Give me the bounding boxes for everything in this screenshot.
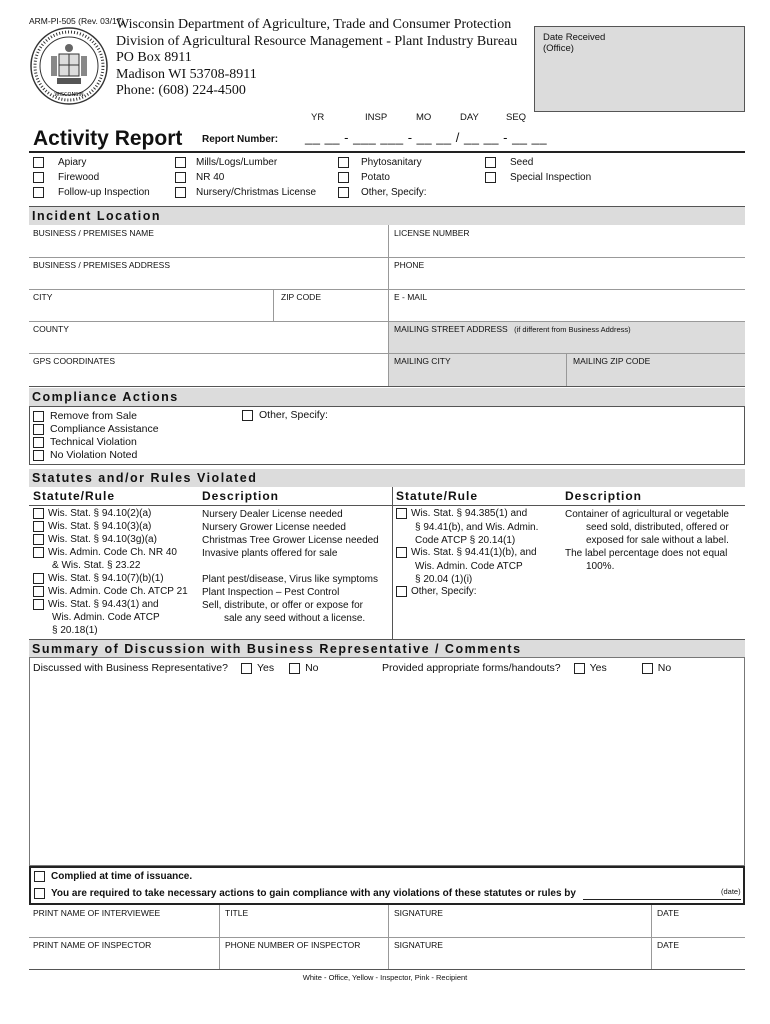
mailing-street-note: (if different from Business Address) bbox=[514, 325, 631, 334]
field-inspector-date[interactable]: DATE bbox=[657, 940, 680, 950]
rule-label: Wis. Stat. § 94.10(3)(a) bbox=[48, 521, 152, 532]
field-zip[interactable]: ZIP CODE bbox=[281, 292, 321, 302]
report-title: Activity Report bbox=[33, 127, 183, 150]
checkbox[interactable] bbox=[33, 534, 44, 545]
field-interviewee-date[interactable]: DATE bbox=[657, 908, 680, 918]
activity-nr40[interactable] bbox=[175, 172, 224, 183]
checkbox-label: Phytosanitary bbox=[361, 157, 422, 168]
activity-other[interactable] bbox=[338, 187, 427, 198]
checkbox[interactable] bbox=[33, 424, 44, 435]
report-number-field[interactable]: __ __ - ___ ___ - __ __ / __ __ - __ __ bbox=[305, 130, 548, 145]
rule-label: Wis. Stat. § 94.41(1)(b), and bbox=[411, 547, 537, 558]
compliance-required[interactable] bbox=[34, 888, 576, 899]
comments-area[interactable] bbox=[29, 657, 745, 866]
checkbox[interactable] bbox=[33, 437, 44, 448]
checkbox-label: Other, Specify: bbox=[361, 187, 427, 198]
discussed-question bbox=[33, 662, 319, 674]
checkbox[interactable] bbox=[34, 888, 45, 899]
form-id: ARM-PI-505 (Rev. 03/17) bbox=[29, 16, 125, 26]
activity-mills[interactable] bbox=[175, 157, 277, 168]
incident-location-header: Incident Location bbox=[29, 206, 745, 225]
forms-no-checkbox[interactable] bbox=[642, 663, 653, 674]
desc-left: Nursery Grower License needed bbox=[202, 522, 346, 533]
rule-atcp21[interactable] bbox=[33, 586, 188, 597]
checkbox[interactable] bbox=[396, 586, 407, 597]
checkbox[interactable] bbox=[33, 157, 44, 168]
checkbox-label: Compliance Assistance bbox=[50, 423, 159, 435]
rule-label: Wis. Stat. § 94.43(1) and bbox=[48, 599, 159, 610]
field-email[interactable]: E - MAIL bbox=[394, 292, 428, 302]
field-interviewee-signature[interactable]: SIGNATURE bbox=[394, 908, 443, 918]
rule-94-43-cont1: Wis. Admin. Code ATCP bbox=[52, 612, 160, 623]
checkbox-label: Potato bbox=[361, 172, 390, 183]
field-interviewee-name[interactable]: PRINT NAME OF INTERVIEWEE bbox=[33, 908, 161, 918]
activity-apiary[interactable] bbox=[33, 157, 86, 168]
rule-nr40-cont: & Wis. Stat. § 23.22 bbox=[52, 560, 141, 571]
label-yr: YR bbox=[311, 112, 325, 123]
ca-compliance-assistance[interactable] bbox=[33, 423, 159, 435]
rule-94-10-3a[interactable] bbox=[33, 521, 151, 532]
field-business-name[interactable]: BUSINESS / PREMISES NAME bbox=[33, 228, 154, 238]
checkbox[interactable] bbox=[338, 157, 349, 168]
date-received-label: Date Received bbox=[543, 32, 606, 43]
col-statute-left: Statute/Rule bbox=[33, 489, 116, 503]
desc-right: exposed for sale without a label. bbox=[586, 535, 729, 546]
ca-remove-from-sale[interactable] bbox=[33, 410, 137, 422]
discussed-no-checkbox[interactable] bbox=[289, 663, 300, 674]
field-city[interactable]: CITY bbox=[33, 292, 53, 302]
checkbox-label: Seed bbox=[510, 157, 534, 168]
checkbox-label: Follow-up Inspection bbox=[58, 187, 150, 198]
checkbox-label: Remove from Sale bbox=[50, 410, 137, 422]
desc-right: seed sold, distributed, offered or bbox=[586, 522, 729, 533]
distribution-note: White - Office, Yellow - Inspector, Pink - Recipient bbox=[302, 973, 468, 982]
checkbox[interactable] bbox=[33, 450, 44, 461]
desc-left: Nursery Dealer License needed bbox=[202, 509, 343, 520]
agency-block bbox=[116, 17, 517, 100]
checkbox[interactable] bbox=[33, 508, 44, 519]
field-inspector-name[interactable]: PRINT NAME OF INSPECTOR bbox=[33, 940, 152, 950]
no-label: No bbox=[305, 662, 319, 674]
checkbox-label: NR 40 bbox=[196, 172, 225, 183]
activity-follow-up[interactable] bbox=[33, 187, 150, 198]
desc-left: sale any seed without a license. bbox=[224, 613, 366, 624]
report-number-label: Report Number: bbox=[202, 134, 279, 145]
activity-potato[interactable] bbox=[338, 172, 390, 183]
col-description-right: Description bbox=[565, 489, 643, 503]
agency-phone: Phone: (608) 224-4500 bbox=[116, 83, 246, 98]
field-mailing-street[interactable] bbox=[394, 324, 631, 334]
rule-94-43-cont2: § 20.18(1) bbox=[52, 625, 98, 636]
agency-city: Madison WI 53708-8911 bbox=[116, 66, 257, 82]
col-statute-right: Statute/Rule bbox=[396, 489, 479, 503]
checkbox[interactable] bbox=[242, 410, 253, 421]
desc-left: Christmas Tree Grower License needed bbox=[202, 535, 379, 546]
date-received-box[interactable] bbox=[534, 26, 745, 112]
forms-yes-checkbox[interactable] bbox=[574, 663, 585, 674]
date-note: (date) bbox=[721, 887, 741, 896]
ca-technical-violation[interactable] bbox=[33, 436, 137, 448]
svg-text:WISCONSIN: WISCONSIN bbox=[54, 92, 84, 98]
field-county[interactable]: COUNTY bbox=[33, 324, 69, 334]
rule-94-43[interactable] bbox=[33, 599, 159, 610]
rule-nr40[interactable] bbox=[33, 547, 177, 558]
discussed-yes-checkbox[interactable] bbox=[241, 663, 252, 674]
desc-right: The label percentage does not equal bbox=[565, 548, 728, 559]
checkbox-label: Mills/Logs/Lumber bbox=[196, 157, 278, 168]
field-business-address[interactable]: BUSINESS / PREMISES ADDRESS bbox=[33, 260, 170, 270]
agency-pobox: PO Box 8911 bbox=[116, 50, 192, 65]
checkbox[interactable] bbox=[396, 508, 407, 519]
checkbox[interactable] bbox=[338, 172, 349, 183]
desc-right: Container of agricultural or vegetable bbox=[565, 509, 729, 520]
checkbox-label: No Violation Noted bbox=[50, 449, 138, 461]
checkbox[interactable] bbox=[175, 172, 186, 183]
agency-name: Wisconsin Department of Agriculture, Trade and Consumer Protection bbox=[116, 17, 512, 32]
rule-94-385-cont: Code ATCP § 20.14(1) bbox=[415, 535, 516, 546]
checkbox-label: Special Inspection bbox=[510, 172, 592, 183]
checkbox[interactable] bbox=[33, 172, 44, 183]
label-mo: MO bbox=[416, 112, 432, 123]
rule-94-10-3g[interactable] bbox=[33, 534, 157, 545]
checkbox[interactable] bbox=[33, 573, 44, 584]
statutes-header: Statutes and/or Rules Violated bbox=[29, 469, 745, 487]
rule-94-10-7b[interactable] bbox=[33, 573, 164, 584]
desc-left: Plant pest/disease, Virus like symptoms bbox=[202, 574, 379, 585]
checkbox-label: Technical Violation bbox=[50, 436, 137, 448]
field-license-number[interactable]: LICENSE NUMBER bbox=[394, 228, 470, 238]
checkbox-label: You are required to take necessary actions to gain compliance with any violations of these statutes or rules by bbox=[51, 888, 576, 899]
desc-left: Sell, distribute, or offer or expose for bbox=[202, 600, 364, 611]
checkbox[interactable] bbox=[485, 172, 496, 183]
desc-left: Invasive plants offered for sale bbox=[202, 548, 338, 559]
activity-nursery[interactable] bbox=[175, 187, 316, 198]
rule-label: Wis. Stat. § 94.10(3g)(a) bbox=[48, 534, 157, 545]
checkbox[interactable] bbox=[175, 187, 186, 198]
field-phone[interactable]: PHONE bbox=[394, 260, 425, 270]
rule-other[interactable] bbox=[396, 586, 477, 597]
forms-label: Provided appropriate forms/handouts? bbox=[382, 662, 561, 674]
checkbox[interactable] bbox=[33, 599, 44, 610]
rule-94-10-2a[interactable] bbox=[33, 508, 151, 519]
complied-at-issuance[interactable] bbox=[34, 871, 192, 882]
checkbox[interactable] bbox=[485, 157, 496, 168]
checkbox[interactable] bbox=[33, 411, 44, 422]
rule-label: Wis. Admin. Code Ch. NR 40 bbox=[48, 547, 177, 558]
desc-right: 100%. bbox=[586, 561, 615, 572]
checkbox-label: Other, Specify: bbox=[259, 409, 328, 421]
rule-94-41[interactable] bbox=[396, 547, 537, 558]
discussed-label: Discussed with Business Representative? bbox=[33, 662, 228, 674]
activity-phytosanitary[interactable] bbox=[338, 157, 422, 168]
checkbox[interactable] bbox=[396, 547, 407, 558]
col-description-left: Description bbox=[202, 489, 280, 503]
label-day: DAY bbox=[460, 112, 479, 123]
forms-question bbox=[382, 662, 671, 674]
activity-firewood[interactable] bbox=[33, 172, 99, 183]
rule-94-41-cont: Wis. Admin. Code ATCP bbox=[415, 561, 523, 572]
field-inspector-signature[interactable]: SIGNATURE bbox=[394, 940, 443, 950]
label-insp: INSP bbox=[365, 112, 388, 123]
checkbox[interactable] bbox=[33, 586, 44, 597]
field-gps[interactable]: GPS COORDINATES bbox=[33, 356, 116, 366]
field-interviewee-title[interactable]: TITLE bbox=[225, 908, 249, 918]
checkbox[interactable] bbox=[175, 157, 186, 168]
no-label: No bbox=[657, 662, 672, 674]
checkbox[interactable] bbox=[338, 187, 349, 198]
rule-94-41-cont: § 20.04 (1)(i) bbox=[415, 574, 473, 585]
checkbox-label: Complied at time of issuance. bbox=[51, 871, 193, 882]
summary-header: Summary of Discussion with Business Representative / Comments bbox=[29, 639, 745, 657]
desc-left: Plant Inspection – Pest Control bbox=[202, 587, 340, 598]
rule-label: Wis. Stat. § 94.385(1) and bbox=[411, 508, 528, 519]
checkbox-label: Nursery/Christmas License bbox=[196, 187, 317, 198]
checkbox-label: Firewood bbox=[58, 172, 100, 183]
checkbox-label: Apiary bbox=[58, 157, 87, 168]
rule-label: Other, Specify: bbox=[411, 586, 477, 597]
checkbox[interactable] bbox=[34, 871, 45, 882]
agency-division: Division of Agricultural Resource Management - Plant Industry Bureau bbox=[116, 33, 518, 49]
activity-seed[interactable] bbox=[485, 157, 533, 168]
compliance-date-line[interactable] bbox=[583, 899, 741, 900]
yes-label: Yes bbox=[256, 662, 275, 674]
date-received-note: (Office) bbox=[543, 43, 574, 54]
yes-label: Yes bbox=[589, 662, 607, 674]
rule-94-385-cont: § 94.41(b), and Wis. Admin. bbox=[415, 522, 539, 533]
field-mailing-city[interactable]: MAILING CITY bbox=[394, 356, 451, 366]
rule-label: Wis. Stat. § 94.10(7)(b)(1) bbox=[48, 573, 164, 584]
rule-label: Wis. Admin. Code Ch. ATCP 21 bbox=[48, 586, 188, 597]
rule-94-385[interactable] bbox=[396, 508, 527, 519]
activity-special[interactable] bbox=[485, 172, 591, 183]
ca-no-violation[interactable] bbox=[33, 449, 137, 461]
field-mailing-zip[interactable]: MAILING ZIP CODE bbox=[573, 356, 651, 366]
field-inspector-phone[interactable]: PHONE NUMBER OF INSPECTOR bbox=[225, 940, 361, 950]
checkbox[interactable] bbox=[33, 547, 44, 558]
state-seal bbox=[29, 26, 109, 106]
label-seq: SEQ bbox=[506, 112, 527, 123]
checkbox[interactable] bbox=[33, 187, 44, 198]
checkbox[interactable] bbox=[33, 521, 44, 532]
compliance-actions-header: Compliance Actions bbox=[29, 388, 745, 406]
rule-label: Wis. Stat. § 94.10(2)(a) bbox=[48, 508, 152, 519]
mailing-street-label: MAILING STREET ADDRESS bbox=[394, 324, 508, 334]
ca-other[interactable] bbox=[242, 409, 328, 421]
